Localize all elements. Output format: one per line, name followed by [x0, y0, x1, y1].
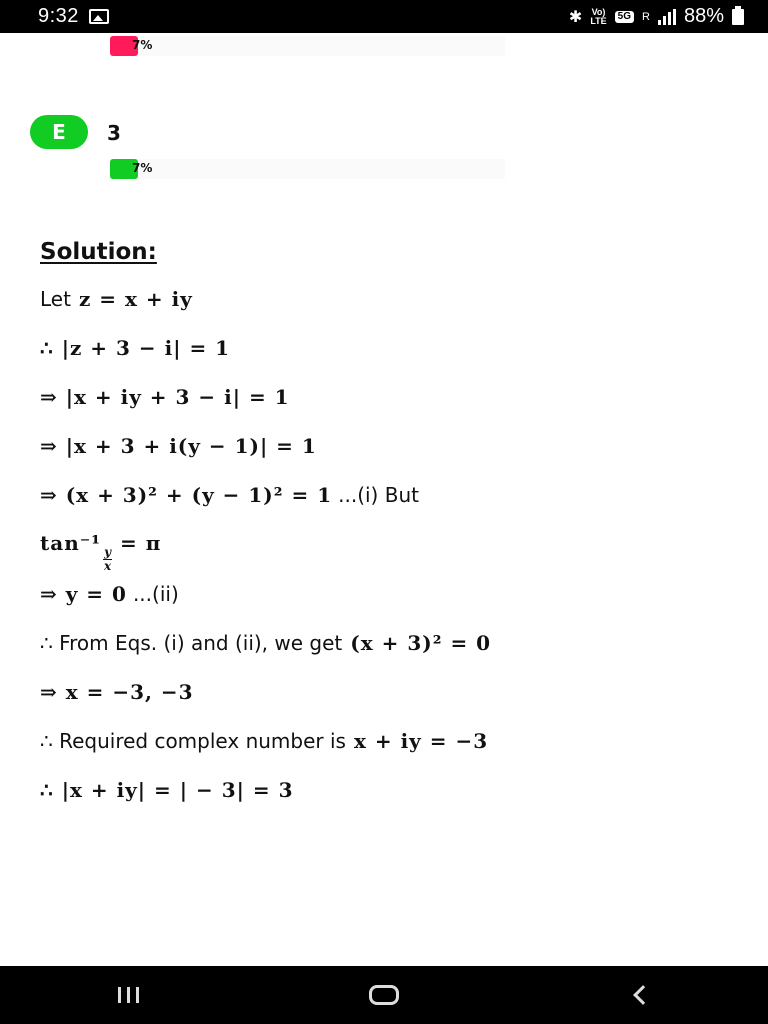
solution-line-text: Let — [40, 287, 71, 311]
solution-line — [40, 582, 179, 606]
solution-line-math: z = x + iy — [78, 287, 193, 311]
solution-line-text: ∴ From Eqs. (i) and (ii), we get — [40, 631, 343, 655]
navigation-bar — [0, 966, 768, 1024]
solution-line — [40, 631, 491, 655]
fraction — [103, 546, 112, 573]
solution-line — [40, 680, 194, 704]
solution-line-text: ∴ Required complex number is — [40, 729, 346, 753]
solution-title: Solution: — [40, 239, 157, 265]
option-percent-label: 7% — [132, 161, 153, 175]
option-value: 3 — [107, 121, 121, 145]
option-progress-track — [110, 159, 505, 179]
volte-icon: Vo) LTE — [590, 6, 607, 26]
solution-line — [40, 778, 294, 802]
solution-line-suffix: ...(ii) — [132, 582, 179, 606]
recents-icon — [118, 987, 139, 1003]
solution-line — [40, 336, 230, 360]
solution-line — [40, 531, 162, 573]
recents-button[interactable] — [98, 975, 158, 1015]
battery-icon — [732, 9, 744, 25]
solution-line-math: ⇒ y = 0 — [40, 582, 127, 606]
solution-line-math: (x + 3)² = 0 — [350, 631, 492, 655]
solution-line-math: ∴ |z + 3 − i| = 1 — [40, 336, 231, 360]
solution-line-math: ⇒ |x + 3 + i(y − 1)| = 1 — [40, 434, 317, 458]
solution-line — [40, 483, 419, 507]
fraction-numerator: y — [104, 545, 112, 559]
fraction-denominator: x — [103, 559, 112, 573]
solution-line-suffix: ...(i) But — [338, 483, 419, 507]
5g-icon: 5G — [615, 11, 634, 23]
back-icon — [633, 985, 653, 1005]
solution-line — [40, 434, 317, 458]
battery-percent: 88% — [683, 5, 724, 27]
signal-icon — [658, 9, 676, 25]
solution-line-math-after: = π — [120, 531, 162, 555]
home-button[interactable] — [354, 975, 414, 1015]
option-letter-badge[interactable]: E — [30, 115, 88, 149]
solution-line-math: x + iy = −3 — [353, 729, 489, 753]
home-icon — [369, 985, 399, 1005]
status-time: 9:32 — [38, 5, 79, 27]
solution-line-math: ∴ |x + iy| = | − 3| = 3 — [40, 778, 294, 802]
bluetooth-icon: ✱ — [568, 8, 583, 26]
status-bar — [0, 0, 768, 33]
gallery-icon — [89, 9, 109, 24]
option-progress-track — [110, 36, 505, 56]
solution-line — [40, 287, 193, 311]
solution-line — [40, 729, 488, 753]
solution-line-math: tan⁻¹ — [40, 531, 102, 555]
solution-line-math: ⇒ (x + 3)² + (y − 1)² = 1 — [40, 483, 333, 507]
back-button[interactable] — [610, 975, 670, 1015]
solution-line — [40, 385, 290, 409]
option-percent-label: 7% — [132, 38, 153, 52]
page-content — [0, 33, 768, 966]
solution-line-math: ⇒ |x + iy + 3 − i| = 1 — [40, 385, 290, 409]
solution-line-math: ⇒ x = −3, −3 — [40, 680, 194, 704]
roaming-label: R — [642, 10, 650, 23]
